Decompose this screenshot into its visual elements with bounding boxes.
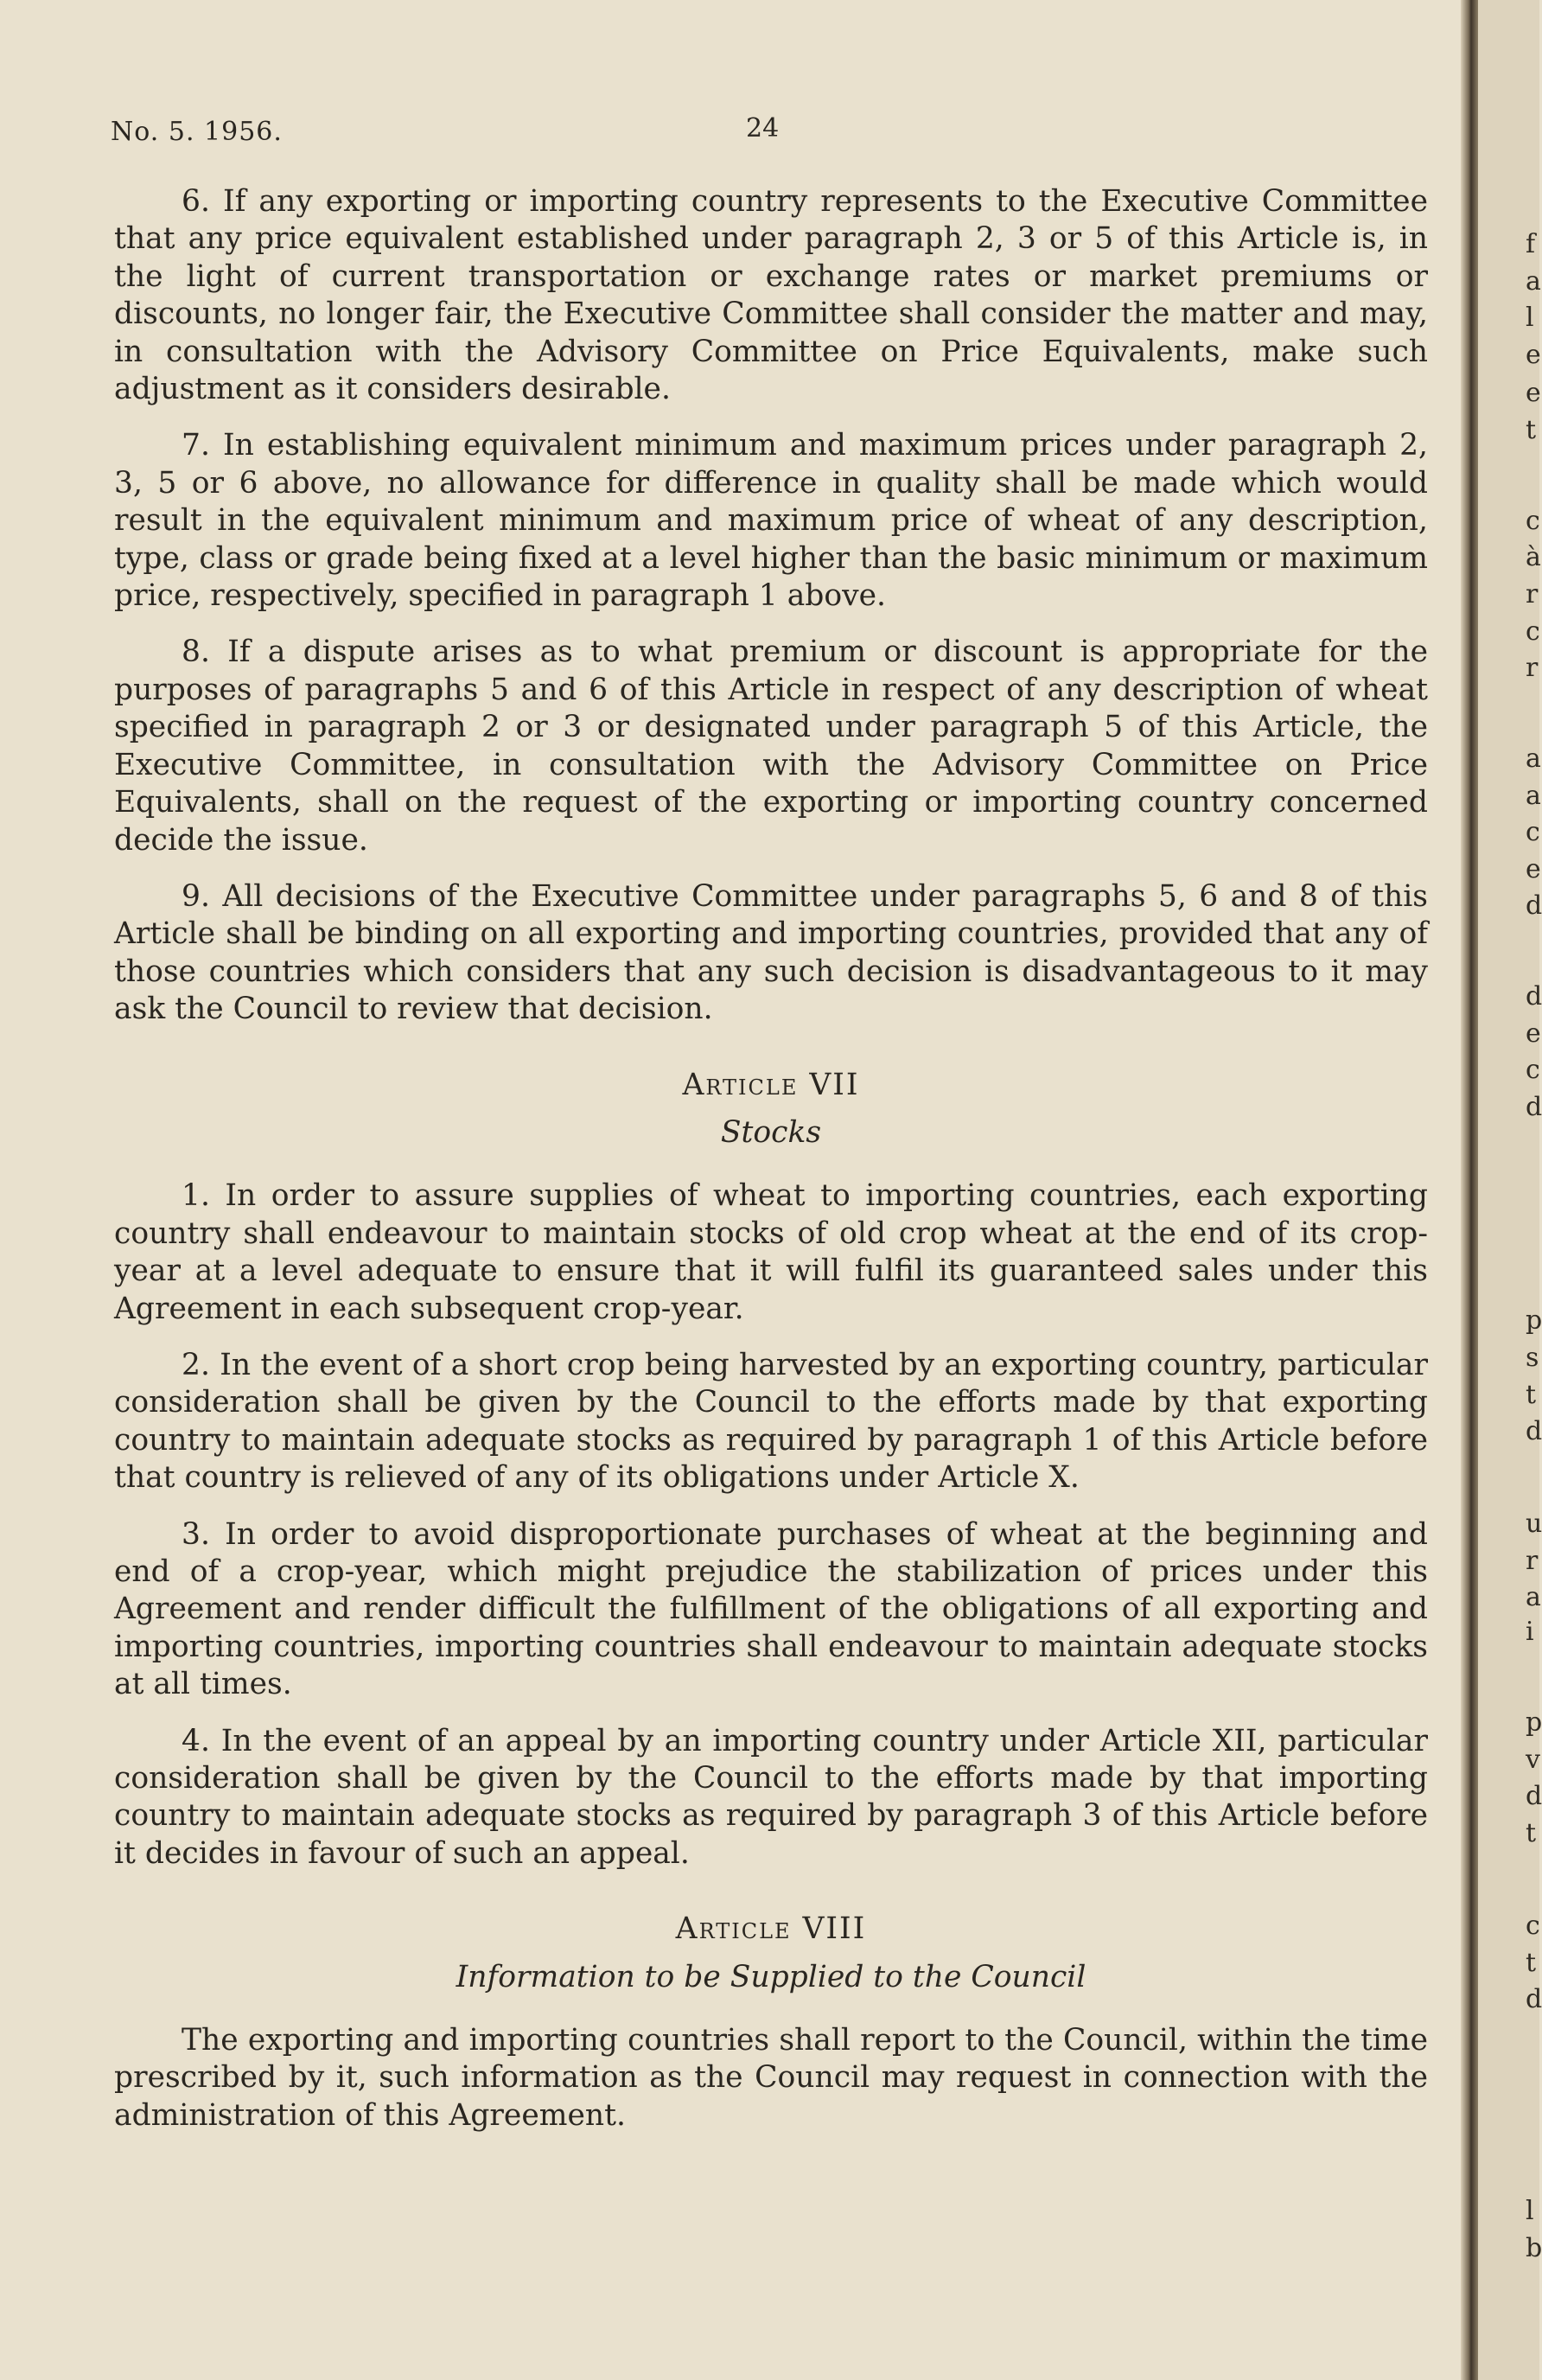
facing-page-letter: d (1526, 1781, 1542, 1811)
facing-page-letter: c (1526, 817, 1540, 847)
paragraph-7: 7. In establishing equivalent minimum and maximum prices under paragraph 2, 3, 5 or 6 above, no allowance for difference in quality shall be made which would result in the equivalent minimum and maximum price of wheat of any description, type, class or grade being fixed at a level higher than the basic minimum or maximum price, respectively, specified in paragraph 1 above. (114, 428, 1428, 614)
paragraph-6: 6. If any exporting or importing country represents to the Executive Committee that any price equivalent established under paragraph 2, 3 or 5 of this Article is, in the light of current transportation or exchange rates or market premiums or discounts, no longer fair, the Executive Committee shall consider the matter and may, in consultation with the Advisory Committee on Price Equivalents, make such adjustment as it considers desirable. (114, 184, 1428, 407)
facing-page-letter: a (1526, 266, 1541, 297)
facing-page-letter: e (1526, 854, 1541, 884)
facing-page-letter: l (1526, 303, 1534, 333)
facing-page-letter: e (1526, 1018, 1541, 1049)
facing-page-letter: r (1526, 1546, 1539, 1576)
document-reference: No. 5. 1956. (111, 117, 283, 147)
paragraph-9: 9. All decisions of the Executive Committee under paragraphs 5, 6 and 8 of this Article shall be binding on all exporting and importing countries, provided that any of those countries which considers that any such decision is disadvantageous to it may ask the Council to review that decision. (114, 878, 1428, 1027)
facing-page-letter: t (1526, 1380, 1537, 1410)
facing-page-letter: p (1526, 1305, 1542, 1336)
facing-page-letter: c (1526, 616, 1540, 647)
article-7-paragraph-2: 2. In the event of a short crop being harvested by an exporting country, particular consideration shall be given by the Council to the efforts made by that exporting country to maintain adequate stocks as required by paragraph 1 of this Article before that country is relieved of any of its obligations under Article X. (114, 1347, 1428, 1496)
facing-page-letter: p (1526, 1707, 1542, 1738)
facing-page-letter: t (1526, 1818, 1537, 1848)
facing-page-letter: t (1526, 1948, 1537, 1978)
facing-page-letter: a (1526, 743, 1541, 774)
page-header (111, 113, 780, 160)
article-7-paragraph-4: 4. In the event of an appeal by an importing country under Article XII, particular consideration shall be given by the Council to the efforts made by that importing country to maintain adequate stocks as required by paragraph 3 of this Article before it decides in favour of such an appeal. (114, 1723, 1428, 1871)
article-8-subheading: Information to be Supplied to the Council (456, 1959, 1086, 1994)
article-7-heading: Article VII (682, 1067, 860, 1102)
facing-page-letter: d (1526, 981, 1542, 1011)
article-8-heading: Article VIII (675, 1911, 867, 1947)
facing-page-letter: e (1526, 378, 1541, 408)
article-7-subheading: Stocks (720, 1114, 822, 1150)
facing-page-letter: c (1526, 506, 1540, 536)
facing-page-letter: e (1526, 340, 1541, 370)
facing-page-letter: a (1526, 781, 1541, 811)
facing-page-letter: u (1526, 1509, 1542, 1539)
facing-page-letter: l (1526, 2196, 1534, 2226)
facing-page-letter: r (1526, 653, 1539, 683)
facing-page-letter: d (1526, 1416, 1542, 1446)
facing-page-letter: i (1526, 1617, 1534, 1647)
page-number: 24 (746, 113, 780, 144)
facing-page-letter: v (1526, 1745, 1540, 1775)
document-body (114, 183, 1428, 2153)
article-7-paragraph-1: 1. In order to assure supplies of wheat to importing countries, each exporting country shall endeavour to maintain stocks of old crop wheat at the end of its crop-year at a level adequate to ensure that it will fulfil its guaranteed sales under this Agreement in each subsequent crop-year. (114, 1178, 1428, 1326)
facing-page-letter: t (1526, 415, 1537, 445)
article-8-paragraph: The exporting and importing countries shall report to the Council, within the time prescribed by it, such information as the Council may request in connection with the administration of this Agreement. (114, 2023, 1428, 2133)
facing-page-letter: d (1526, 1984, 1542, 2014)
article-7-paragraph-3: 3. In order to avoid disproportionate purchases of wheat at the beginning and end of a crop-year, which might prejudice the stabilization of prices under this Agreement and render difficult the fulfillment of the obligations of all exporting and importing countries, importing countries shall endeavour to maintain adequate stocks at all times. (114, 1516, 1428, 1702)
facing-page-letter: b (1526, 2233, 1542, 2263)
book-gutter (1461, 0, 1478, 2380)
facing-page-letter: d (1526, 890, 1542, 921)
facing-page-letter: d (1526, 1092, 1542, 1122)
facing-page-letter: f (1526, 229, 1536, 259)
facing-page-letter: c (1526, 1911, 1540, 1941)
facing-page-letter: a (1526, 1582, 1541, 1612)
facing-page-letter: à (1526, 542, 1541, 572)
facing-page-letter: c (1526, 1055, 1540, 1085)
facing-page-letter: s (1526, 1343, 1539, 1373)
facing-page-letter: r (1526, 579, 1539, 609)
paragraph-8: 8. If a dispute arises as to what premium or discount is appropriate for the purposes of paragraphs 5 and 6 of this Article in respect of any description of wheat specified in paragraph 2 or 3 or designated under paragraph 5 of this Article, the Executive Committee, in consultation with the Advisory Committee on Price Equivalents, shall on the request of the exporting or importing country concerned decide the issue. (114, 635, 1428, 858)
